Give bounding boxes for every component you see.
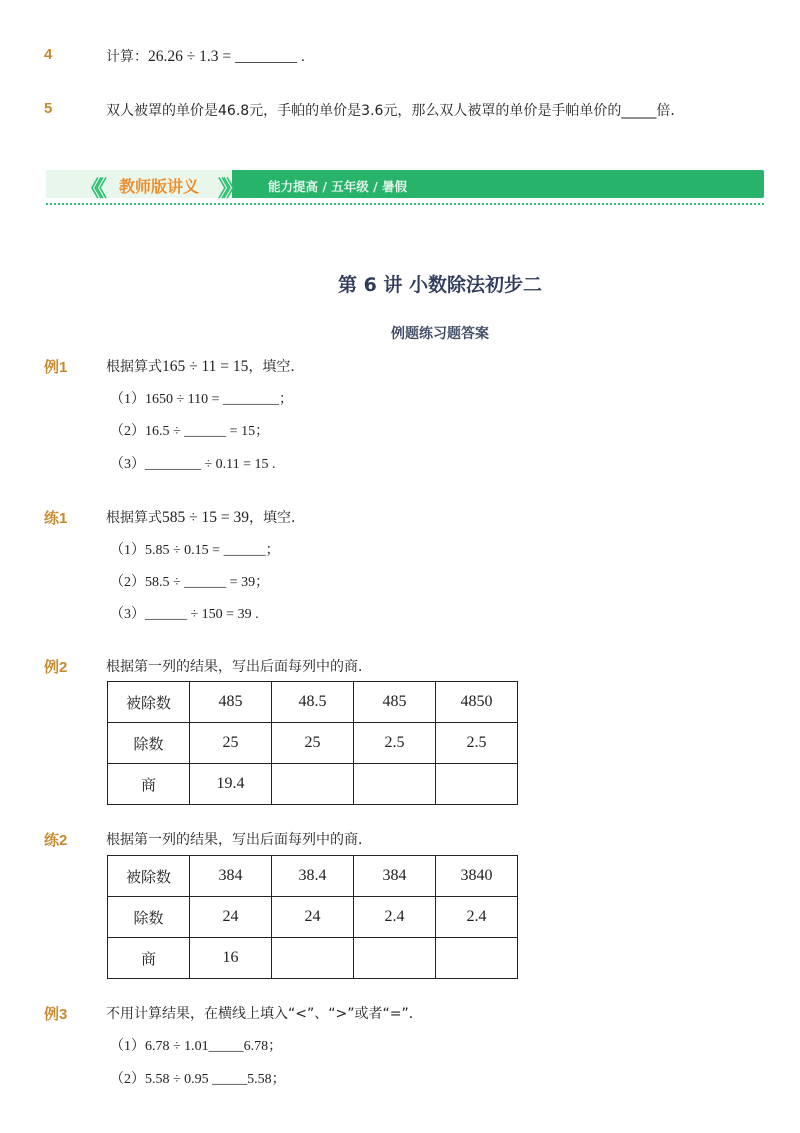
table-cell: 19.4 [190, 764, 272, 805]
table-cell [354, 764, 436, 805]
table-cell: 被除数 [108, 856, 190, 897]
sub-question: （2）16.5 ÷ ______ = 15； [110, 424, 270, 439]
stem-suffix: ，填空． [249, 510, 305, 526]
problem-number: 5 [44, 100, 53, 117]
table-cell [272, 938, 354, 979]
breadcrumb: 能力提高 / 五年级 / 暑假 [268, 179, 408, 194]
table-row [108, 938, 518, 979]
practice-stem [106, 507, 305, 527]
table-cell: 除数 [108, 897, 190, 938]
practice-stem: 根据第一列的结果，写出后面每列中的商． [106, 832, 372, 848]
table-cell: 商 [108, 938, 190, 979]
table-cell: 2.5 [354, 723, 436, 764]
table-cell: 384 [190, 856, 272, 897]
banner-title: 教师版讲义 [119, 177, 200, 196]
stem-expression: 165 ÷ 11 = 15 [162, 358, 249, 375]
sub-question: （3）______ ÷ 150 = 39 . [110, 607, 259, 622]
table-cell: 48.5 [272, 682, 354, 723]
example-number: 例2 [44, 659, 68, 676]
table-cell: 24 [272, 897, 354, 938]
example-number: 例1 [44, 359, 68, 376]
division-table [107, 681, 518, 805]
example-number: 例3 [44, 1006, 68, 1023]
table-cell [272, 764, 354, 805]
section-banner [46, 170, 764, 202]
chevron-left-icon: 《《 [80, 177, 102, 202]
sub-question: （1）1650 ÷ 110 = ________； [110, 392, 294, 407]
problem-text: 双人被罩的单价是46.8元，手帕的单价是3.6元，那么双人被罩的单价是手帕单价的_____倍． [106, 103, 685, 119]
division-table [107, 855, 518, 979]
problem-number: 4 [44, 46, 53, 63]
sub-question: （1）5.85 ÷ 0.15 = ______； [110, 543, 280, 558]
table-row [108, 682, 518, 723]
sub-question: （2）58.5 ÷ ______ = 39； [110, 575, 270, 590]
table-row [108, 897, 518, 938]
practice-number: 练2 [44, 832, 68, 849]
table-cell: 25 [272, 723, 354, 764]
stem-expression: 585 ÷ 15 = 39 [162, 509, 249, 526]
table-cell: 2.4 [436, 897, 518, 938]
table-row [108, 856, 518, 897]
table-cell: 485 [190, 682, 272, 723]
stem-suffix: ，填空． [248, 359, 305, 375]
table-cell: 25 [190, 723, 272, 764]
page-subtitle: 例题练习题答案 [391, 326, 489, 342]
table-cell [436, 938, 518, 979]
table-row [108, 723, 518, 764]
problem-prefix: 计算： [106, 49, 148, 65]
table-cell: 38.4 [272, 856, 354, 897]
table-cell: 3840 [436, 856, 518, 897]
table-cell: 485 [354, 682, 436, 723]
table-cell: 16 [190, 938, 272, 979]
table-cell: 24 [190, 897, 272, 938]
table-cell: 384 [354, 856, 436, 897]
table-row [108, 764, 518, 805]
table-cell: 除数 [108, 723, 190, 764]
table-cell [436, 764, 518, 805]
example-stem [106, 356, 304, 376]
example-stem: 根据第一列的结果，写出后面每列中的商． [106, 659, 372, 675]
problem-text [106, 46, 305, 66]
table-cell: 4850 [436, 682, 518, 723]
table-cell: 被除数 [108, 682, 190, 723]
chevron-right-icon: 》》 [218, 177, 240, 202]
table-cell: 2.5 [436, 723, 518, 764]
table-cell [354, 938, 436, 979]
sub-question: （3）________ ÷ 0.11 = 15 . [110, 457, 276, 472]
sub-question: （2）5.58 ÷ 0.95 _____5.58； [110, 1072, 286, 1087]
practice-number: 练1 [44, 510, 68, 527]
table-cell: 商 [108, 764, 190, 805]
table-cell: 2.4 [354, 897, 436, 938]
stem-prefix: 根据算式 [106, 510, 162, 526]
example-stem: 不用计算结果，在横线上填入“<”、“>”或者“=”． [106, 1006, 423, 1022]
dotted-divider [46, 203, 764, 205]
page-title: 第 6 讲 小数除法初步二 [337, 274, 543, 296]
stem-prefix: 根据算式 [106, 359, 162, 375]
problem-expression: 26.26 ÷ 1.3 = ________ . [148, 48, 305, 65]
sub-question: （1）6.78 ÷ 1.01_____6.78； [110, 1039, 283, 1054]
